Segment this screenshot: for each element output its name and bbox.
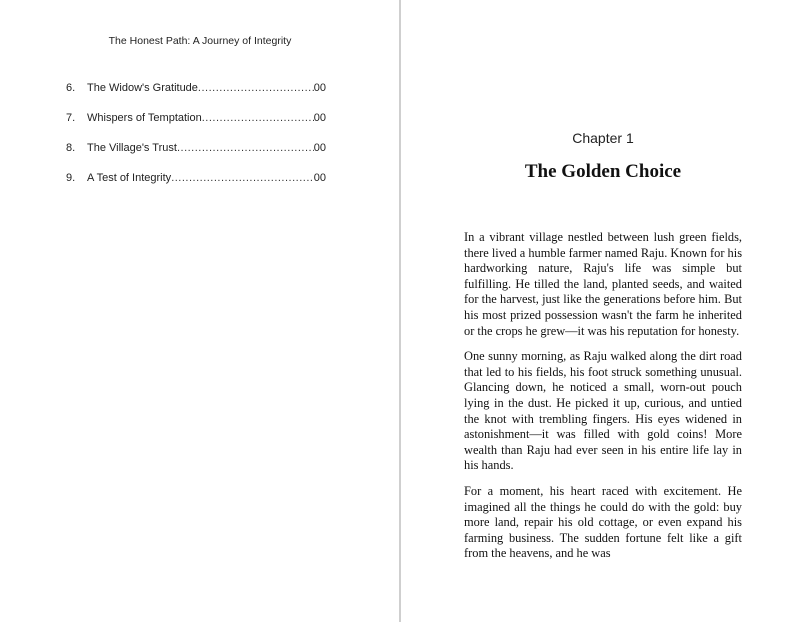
toc-number: 7. [66,112,76,124]
chapter-title: The Golden Choice [524,161,682,182]
toc-page-number: 00 [313,82,326,94]
body-paragraph: For a moment, his heart raced with excitement. He imagined all the things he could do with the gold: buy more land, repair his old cottage, or even expand his farming business. The sudden fortune felt like a gift from the heavens, and he was [464,483,742,561]
right-page [402,0,804,622]
toc-entry[interactable] [66,142,326,172]
toc-title: The Village's Trust [87,142,177,154]
toc-title: The Widow's Gratitude [87,82,198,94]
toc-title: A Test of Integrity [87,172,172,184]
toc-page-number: 00 [313,112,326,124]
left-page [0,0,400,622]
toc-leader-dots [177,142,314,154]
toc-page-number: 00 [313,172,326,184]
toc-number: 6. [66,82,76,94]
toc-title: Whispers of Temptation [87,112,202,124]
body-paragraph: In a vibrant village nestled between lush green fields, there lived a humble farmer named Raju. Known for his hardworking nature, Raju's life was simple but fulfilling. He tilled the land, planted seeds, and waited for the harvest, just like the generations before him. But his most prized possession wasn't the farm he inherited or the crops he grew—it was his reputation for honesty. [464,230,743,338]
toc-number: 8. [66,142,76,154]
table-of-contents [66,82,326,202]
toc-entry[interactable] [66,172,326,202]
page-divider [399,0,401,622]
chapter-body [464,230,742,572]
toc-leader-dots [202,112,314,124]
body-paragraph: One sunny morning, as Raju walked along the dirt road that led to his fields, his foot struck something unusual. Glancing down, he noticed a small, worn-out pouch lying in the dust. He picked it up, curious, and untied the knot with trembling fingers. His eyes widened in astonishment—it was filled with gold coins! More wealth than Raju had ever seen in his entire life lay in his hands. [464,349,742,473]
toc-entry[interactable] [66,82,326,112]
chapter-label: Chapter 1 [572,130,634,146]
toc-leader-dots [198,82,314,94]
toc-number: 9. [66,172,76,184]
toc-entry[interactable] [66,112,326,142]
toc-leader-dots [171,172,314,184]
toc-page-number: 00 [313,142,326,154]
running-header: The Honest Path: A Journey of Integrity [108,35,292,47]
